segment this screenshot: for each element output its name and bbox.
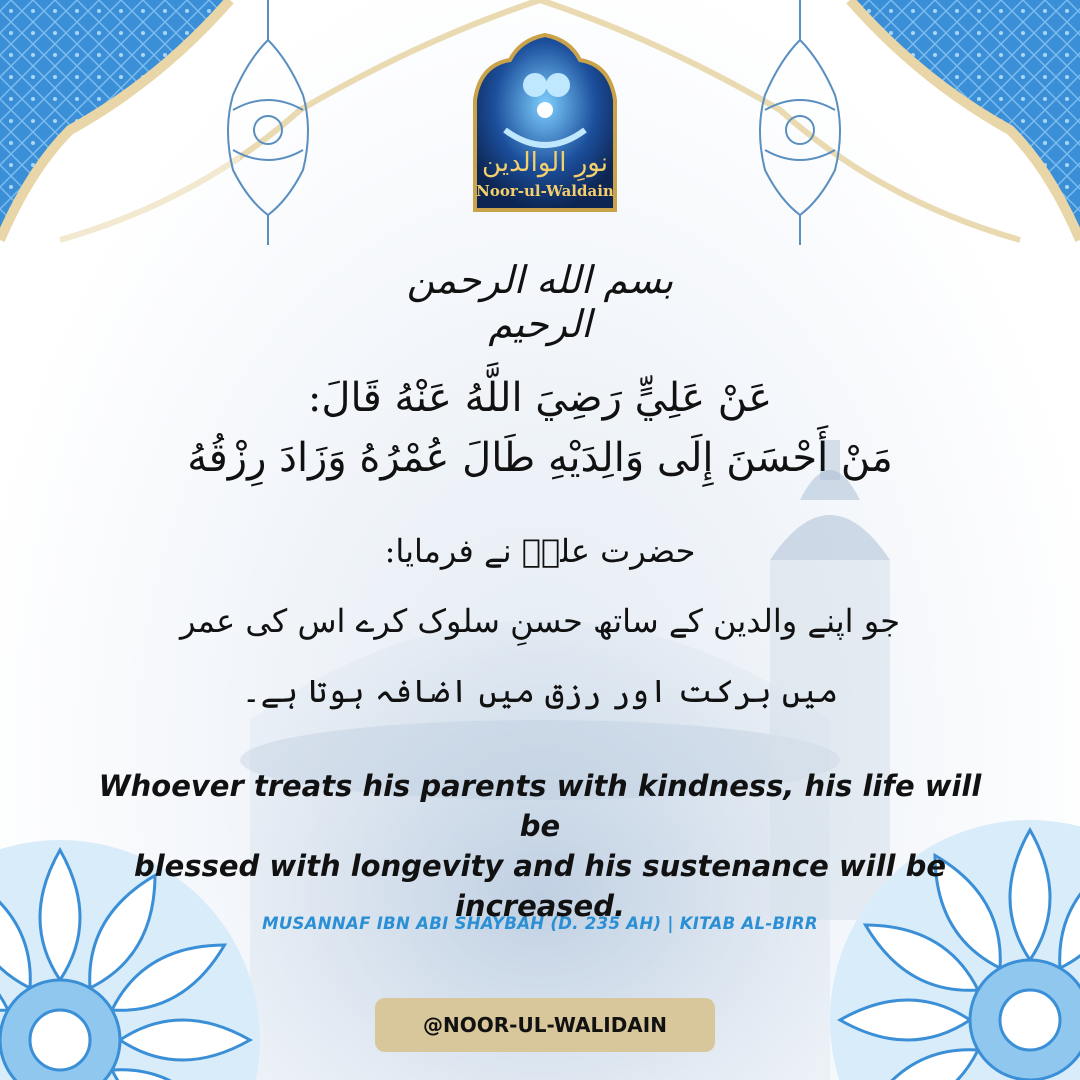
hadith-source: MUSANNAF IBN ABI SHAYBAH (D. 235 AH) | KITAB AL-BIRR [262, 914, 818, 933]
hadith-arabic-line-1: عَنْ عَلِيٍّ رَضِيَ اللَّهُ عَنْهُ قَالَ: [307, 375, 773, 421]
urdu-line-3: میں برکت اور رزق میں اضافہ ہوتا ہے۔ [241, 672, 839, 710]
social-handle-badge[interactable]: @NOOR-UL-WALIDAIN [375, 998, 715, 1052]
brand-logo [470, 30, 620, 215]
english-line-2: blessed with longevity and his sustenance will be [133, 849, 947, 883]
hanging-lantern-icon [228, 0, 308, 245]
logo-arabic-text: نورِ الوالدین [482, 148, 608, 178]
hadith-arabic-line-2: مَنْ أَحْسَنَ إِلَى وَالِدَيْهِ طَالَ عُمْرُهُ وَزَادَ رِزْقُهُ [187, 435, 893, 481]
english-line-1: Whoever treats his parents with kindness, his life will be [98, 769, 982, 843]
hanging-lantern-icon [760, 0, 840, 245]
urdu-line-1: حضرت علیؓ نے فرمایا: [384, 532, 696, 570]
english-line-3: increased. [454, 889, 626, 923]
urdu-line-2: جو اپنے والدین کے ساتھ حسنِ سلوک کرے اس کی عمر [179, 602, 901, 640]
bismillah-calligraphy: بسم الله الرحمن الرحيم [406, 258, 674, 346]
logo-english-text: Noor-ul-Waldain [476, 182, 614, 200]
english-translation [80, 766, 1000, 926]
